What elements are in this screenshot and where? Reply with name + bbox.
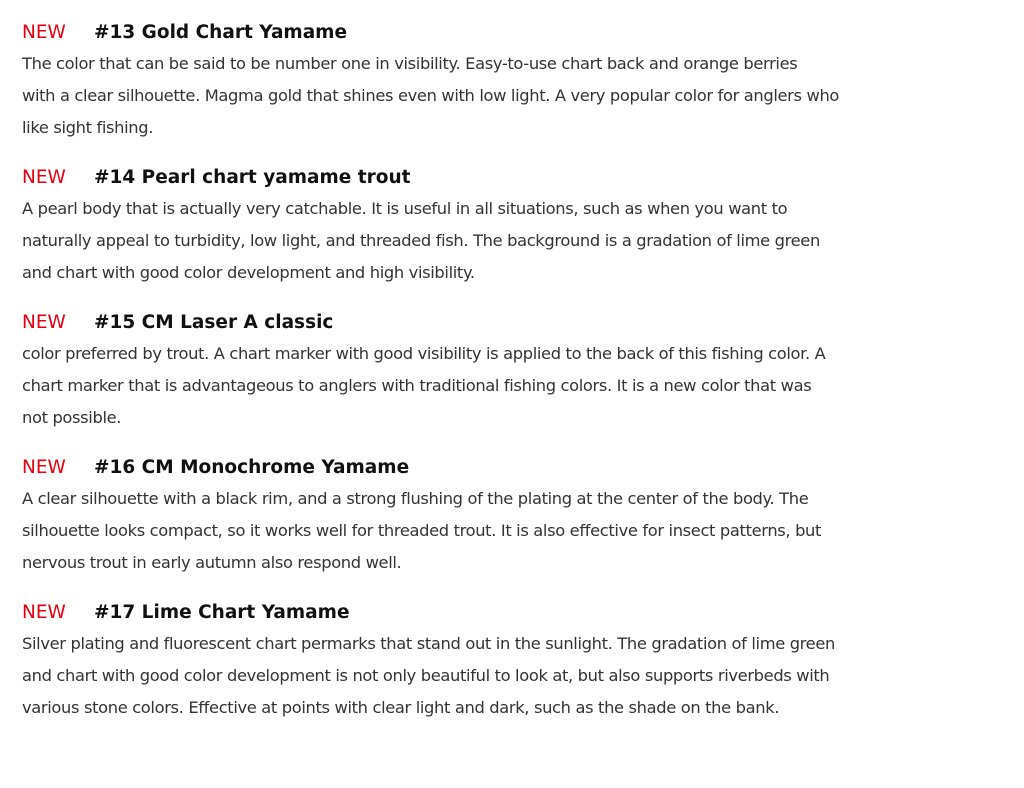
entry-heading <box>22 163 1018 193</box>
description-line: and chart with good color development is not only beautiful to look at, but also supports riverbeds with <box>22 666 830 685</box>
description-line: nervous trout in early autumn also respond well. <box>22 553 402 572</box>
color-entry-15 <box>22 308 1018 434</box>
description-line: A clear silhouette with a black rim, and a strong flushing of the plating at the center of the body. The <box>22 489 809 508</box>
entry-heading <box>22 598 1018 628</box>
description-line: Silver plating and fluorescent chart permarks that stand out in the sunlight. The gradation of lime green <box>22 634 835 653</box>
description-line: A pearl body that is actually very catchable. It is useful in all situations, such as when you want to <box>22 199 788 218</box>
entry-heading <box>22 18 1018 48</box>
new-badge: NEW <box>22 457 66 478</box>
description-line: and chart with good color development and high visibility. <box>22 263 475 282</box>
entry-title: #14 Pearl chart yamame trout <box>94 167 411 188</box>
entry-description <box>22 338 1018 434</box>
entry-description <box>22 193 1018 289</box>
color-entry-17 <box>22 598 1018 724</box>
description-line: color preferred by trout. A chart marker with good visibility is applied to the back of this fishing color. A <box>22 344 826 363</box>
description-line: with a clear silhouette. Magma gold that shines even with low light. A very popular color for anglers who <box>22 86 840 105</box>
color-entry-14 <box>22 163 1018 289</box>
product-color-list <box>22 18 1018 743</box>
description-line: like sight fishing. <box>22 118 154 137</box>
new-badge: NEW <box>22 167 66 188</box>
color-entry-16 <box>22 453 1018 579</box>
new-badge: NEW <box>22 312 66 333</box>
new-badge: NEW <box>22 602 66 623</box>
description-line: silhouette looks compact, so it works well for threaded trout. It is also effective for insect patterns, but <box>22 521 822 540</box>
entry-description <box>22 483 1018 579</box>
new-badge: NEW <box>22 22 66 43</box>
entry-title: #13 Gold Chart Yamame <box>94 22 348 43</box>
entry-title: #16 CM Monochrome Yamame <box>94 457 410 478</box>
entry-description <box>22 48 1018 144</box>
entry-heading <box>22 453 1018 483</box>
color-entry-13 <box>22 18 1018 144</box>
description-line: various stone colors. Effective at points with clear light and dark, such as the shade on the bank. <box>22 698 780 717</box>
description-line: chart marker that is advantageous to anglers with traditional fishing colors. It is a new color that was <box>22 376 812 395</box>
entry-title: #15 CM Laser A classic <box>94 312 334 333</box>
entry-title: #17 Lime Chart Yamame <box>94 602 350 623</box>
entry-heading <box>22 308 1018 338</box>
description-line: The color that can be said to be number one in visibility. Easy-to-use chart back and orange berries <box>22 54 798 73</box>
description-line: not possible. <box>22 408 122 427</box>
description-line: naturally appeal to turbidity, low light, and threaded fish. The background is a gradation of lime green <box>22 231 820 250</box>
entry-description <box>22 628 1018 724</box>
